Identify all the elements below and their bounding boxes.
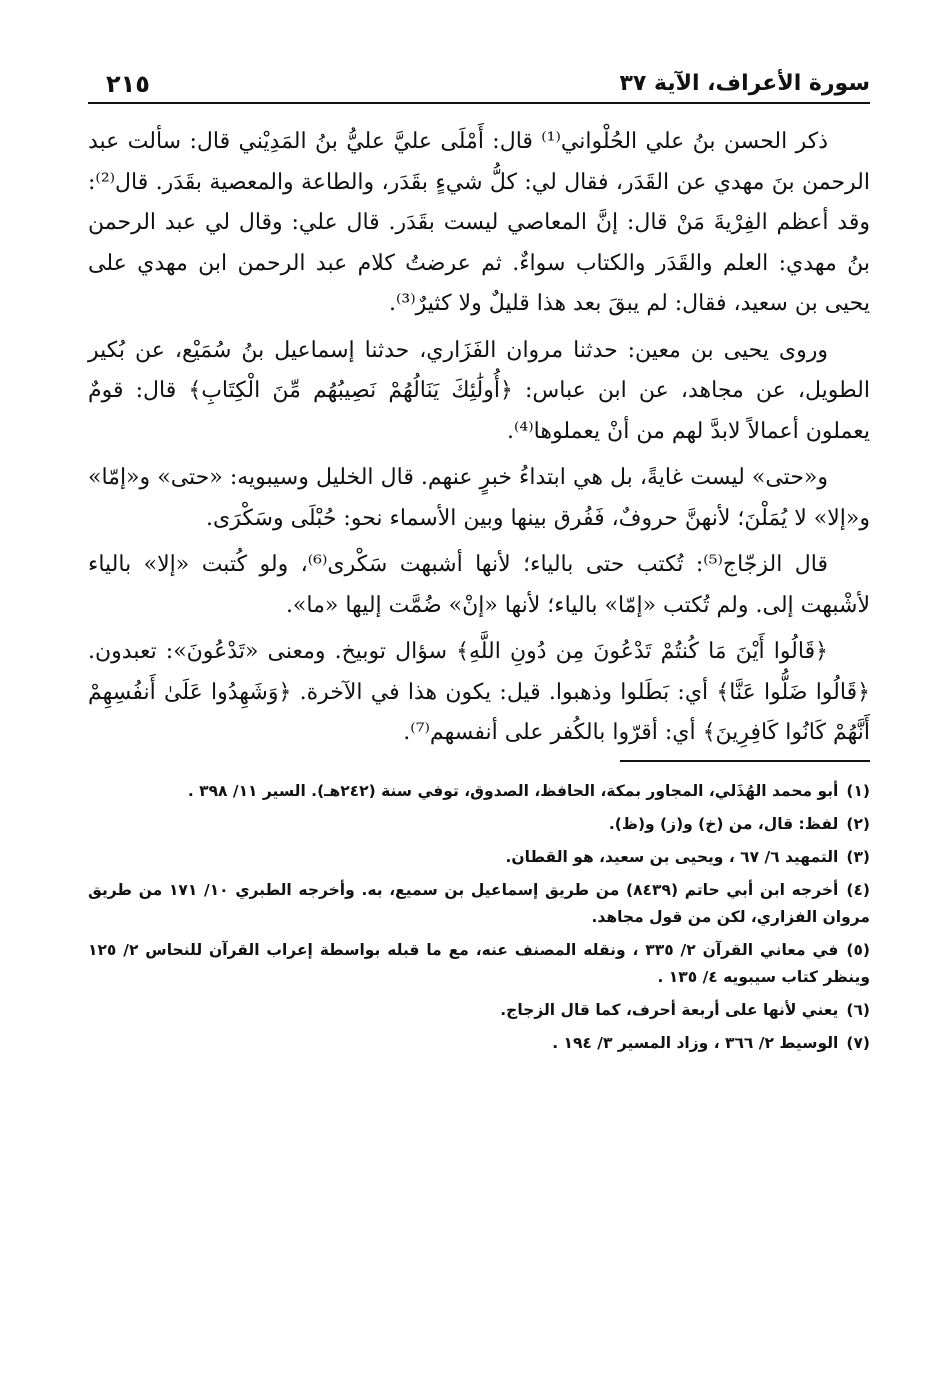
footnote-text: أخرجه ابن أبي حاتم (٨٤٣٩) من طريق إسماعيل بن سميع، به. وأخرجه الطبري ١٠/ ١٧١ من طريق مروان الفزاري، لكن من قول مجاهد. <box>88 880 870 926</box>
paragraph-2: وروى يحيى بن معين: حدثنا مروان الفَزَاري، حدثنا إسماعيل بنُ سُمَيْع، عن بُكير الطويل، عن مجاهد، عن ابن عباس: ﴿أُولَٰئِكَ يَنَالُهُمْ نَصِيبُهُم مِّنَ الْكِتَابِ﴾ قال: قومٌ يعملون أعمالاً لابدَّ لهم من أنْ يعملوها⁽⁴⁾. <box>88 337 870 444</box>
footnotes <box>88 778 870 1057</box>
paragraph-5: ﴿قَالُوا أَيْنَ مَا كُنتُمْ تَدْعُونَ مِن دُونِ اللَّهِ﴾ سؤال توبيخ. ومعنى «تَدْعُونَ»: تعبدون. ﴿قَالُوا ضَلُّوا عَنَّا﴾ أي: بَطَلوا وذهبوا. قيل: يكون هذا في الآخرة. ﴿وَشَهِدُوا عَلَىٰ أَنفُسِهِمْ أَنَّهُمْ كَانُوا كَافِرِينَ﴾ أي: أقرّوا بالكُفر على أنفسهم⁽⁷⁾. <box>88 639 870 745</box>
footnote-number: (٣) <box>846 847 870 866</box>
paragraph-3: و«حتى» ليست غايةً، بل هي ابتداءُ خبرٍ عنهم. قال الخليل وسيبويه: «حتى» و«إمّا» و«إلا» لا يُمَلْنَ؛ لأنهنَّ حروفٌ، فَفُرق بينها وبين الأسماء نحو: حُبْلَى وسَكْرَى. <box>88 465 870 531</box>
footnote-6 <box>88 997 870 1024</box>
header-rule <box>88 102 870 104</box>
footnote-7 <box>88 1030 870 1057</box>
paragraph-1: ذكر الحسن بنُ علي الحُلْواني⁽¹⁾ قال: أَمْلَى عليَّ عليُّ بنُ المَدِيْني قال: سألت عبد الرحمن بنَ مهدي عن القَدَر، فقال لي: كلُّ شيءٍ بقَدَر، والطاعة والمعصية بقَدَر. قال⁽²⁾: وقد أعظم الفِرْيةَ مَنْ قال: إنَّ المعاصي ليست بقَدَر. قال علي: وقال لي عبد الرحمن بنُ مهدي: العلم والقَدَر والكتاب سواءٌ. ثم عرضتُ كلام عبد الرحمن ابن مهدي على يحيى بن سعيد، فقال: لم يبقَ بعد هذا قليلٌ ولا كثيرٌ⁽³⁾. <box>88 129 871 316</box>
footnote-number: (١) <box>846 781 870 800</box>
footnote-text: يعني لأنها على أربعة أحرف، كما قال الزجاج. <box>500 1000 839 1019</box>
paragraph-4: قال الزجّاج⁽⁵⁾: تُكتب حتى بالياء؛ لأنها أشبهت سَكْرى⁽⁶⁾، ولو كُتبت «إلا» بالياء لأشْبهت إلى. ولم تُكتب «إمّا» بالياء؛ لأنها «إنْ» ضُمَّت إليها «ما». <box>88 552 870 618</box>
page-number: ٢١٥ <box>106 70 150 98</box>
footnote-text: التمهيد ٦/ ٦٧ ، ويحيى بن سعيد، هو القطان. <box>505 847 839 866</box>
footnote-2 <box>88 811 870 838</box>
running-title: سورة الأعراف، الآية ٣٧ <box>619 71 870 96</box>
footnote-number: (٢) <box>846 814 870 833</box>
footnote-4 <box>88 877 870 931</box>
footnotes-rule <box>620 760 870 762</box>
footnote-number: (٥) <box>846 940 871 959</box>
footnote-number: (٤) <box>846 880 870 899</box>
footnote-text: أبو محمد الهُذَلي، المجاور بمكة، الحافظ، الصدوق، توفي سنة (٢٤٢هـ). السير ١١/ ٣٩٨ . <box>187 781 839 800</box>
page-header <box>88 60 870 100</box>
main-text <box>88 122 870 754</box>
footnote-1 <box>88 778 870 805</box>
footnote-3 <box>88 844 870 871</box>
footnote-number: (٧) <box>846 1033 870 1052</box>
footnote-number: (٦) <box>846 1000 870 1019</box>
book-page <box>88 60 870 1063</box>
footnote-text: في معاني القرآن ٢/ ٣٣٥ ، ونقله المصنف عنه، مع ما قبله بواسطة إعراب القرآن للنحاس ٢/ ١٢٥ وينظر كتاب سيبويه ٤/ ١٣٥ . <box>88 940 870 986</box>
footnote-text: لفظ: قال، من (خ) و(ز) و(ظ). <box>608 814 839 833</box>
footnote-text: الوسيط ٢/ ٣٦٦ ، وزاد المسير ٣/ ١٩٤ . <box>552 1033 839 1052</box>
footnote-5 <box>88 937 870 991</box>
